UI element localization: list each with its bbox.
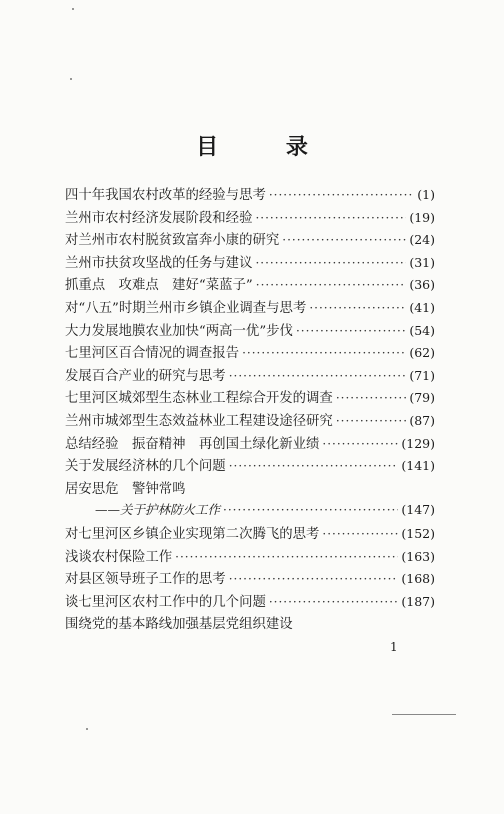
toc-entry-page: (19): [409, 209, 435, 225]
toc-leader: [296, 324, 406, 338]
toc-leader: [336, 414, 407, 428]
toc-entry-page: (168): [401, 571, 435, 587]
toc-leader: [255, 256, 406, 270]
toc-entry: [65, 229, 435, 252]
toc-entry-page: (187): [401, 593, 435, 609]
scan-speck: [86, 728, 88, 730]
toc-leader: [229, 459, 399, 473]
toc-entry-title: 四十年我国农村改革的经验与思考: [65, 188, 266, 203]
toc-leader: [282, 233, 406, 247]
toc-entry-title: 七里河区百合情况的调查报告: [65, 346, 240, 362]
toc-leader: [322, 527, 398, 541]
toc-leader: [229, 369, 407, 383]
toc-entry: [65, 252, 435, 275]
toc-entry-title: 浅谈农村保险工作: [65, 549, 173, 565]
toc-entry: [65, 207, 435, 230]
toc-entry: [65, 546, 435, 569]
toc-entry-page: (129): [401, 435, 435, 451]
toc-entry-title: 兰州市城郊型生态效益林业工程建设途径研究: [65, 413, 333, 429]
toc-leader: [322, 437, 398, 451]
toc-entry-title: 大力发展地膜农业加快“两高一优”步伐: [65, 323, 293, 339]
toc-entry: [65, 410, 435, 433]
toc-leader: [269, 595, 399, 609]
toc-leader: [223, 503, 398, 517]
toc-entry-title: 对县区领导班子工作的思考: [65, 572, 226, 588]
toc-entry-page: (163): [401, 548, 435, 564]
toc-leader: [242, 346, 406, 360]
toc-entry: [65, 365, 435, 388]
scan-speck: [72, 8, 74, 10]
toc-entry-title: 关于发展经济林的几个问题: [65, 459, 226, 475]
toc-entry-title: 兰州市扶贫攻坚战的任务与建议: [65, 255, 253, 271]
toc-entry-title: ——关于护林防火工作: [95, 502, 221, 518]
table-of-contents: [65, 184, 435, 636]
toc-entry: [65, 455, 435, 478]
toc-entry: [65, 591, 435, 614]
toc-entry-title: 居安思危 警钟常鸣: [65, 481, 186, 497]
toc-entry: [65, 523, 435, 546]
toc-entry-page: (1): [417, 187, 435, 202]
toc-entry: [65, 478, 435, 501]
toc-entry: [65, 568, 435, 591]
toc-entry-subtitle: [65, 500, 435, 523]
toc-entry-title: 对七里河区乡镇企业实现第二次腾飞的思考: [65, 526, 320, 542]
toc-entry-page: (24): [409, 232, 435, 248]
toc-entry: [65, 433, 435, 456]
toc-leader: [309, 301, 406, 315]
toc-entry-title: 七里河区城郊型生态林业工程综合开发的调查: [65, 391, 333, 407]
toc-entry-title: 发展百合产业的研究与思考: [65, 368, 226, 384]
toc-entry: [65, 297, 435, 320]
toc-entry-page: (36): [409, 277, 435, 293]
toc-entry-title: 对“八五”时期兰州市乡镇企业调查与思考: [65, 300, 307, 316]
toc-entry-title: 围绕党的基本路线加强基层党组织建设: [65, 617, 293, 633]
toc-leader: [229, 572, 399, 586]
toc-entry-page: (87): [409, 412, 435, 428]
toc-entry-page: (79): [409, 390, 435, 406]
toc-entry-title: 总结经验 振奋精神 再创国土绿化新业绩: [65, 436, 320, 452]
toc-leader: [255, 211, 406, 225]
toc-entry-title: 谈七里河区农村工作中的几个问题: [65, 594, 266, 610]
toc-entry-page: (141): [401, 458, 435, 474]
toc-entry-page: (54): [409, 322, 435, 338]
toc-entry-page: (41): [409, 299, 435, 315]
toc-entry: [65, 387, 435, 410]
toc-entry-title: 对兰州市农村脱贫致富奔小康的研究: [65, 233, 280, 249]
toc-entry-page: (62): [409, 345, 435, 361]
toc-entry-title: 兰州市农村经济发展阶段和经验: [65, 210, 253, 226]
divider: [392, 714, 456, 715]
toc-entry: [65, 613, 435, 636]
toc-entry: [65, 274, 435, 297]
scan-speck: [70, 78, 72, 80]
toc-entry-page: (71): [409, 367, 435, 383]
toc-leader: [269, 188, 414, 202]
toc-entry: [65, 320, 435, 343]
toc-entry: [65, 342, 435, 365]
toc-entry-page: (31): [409, 254, 435, 270]
toc-leader: [175, 550, 398, 564]
page-title: 目 录: [196, 134, 338, 160]
toc-entry-page: (152): [401, 525, 435, 541]
toc-leader: [256, 278, 407, 292]
toc-entry-title: 抓重点 攻难点 建好“菜蓝子”: [65, 278, 253, 294]
toc-entry: [65, 184, 435, 207]
toc-entry-page: (147): [401, 502, 435, 518]
toc-leader: [336, 391, 407, 405]
page-number: 1: [390, 640, 398, 654]
